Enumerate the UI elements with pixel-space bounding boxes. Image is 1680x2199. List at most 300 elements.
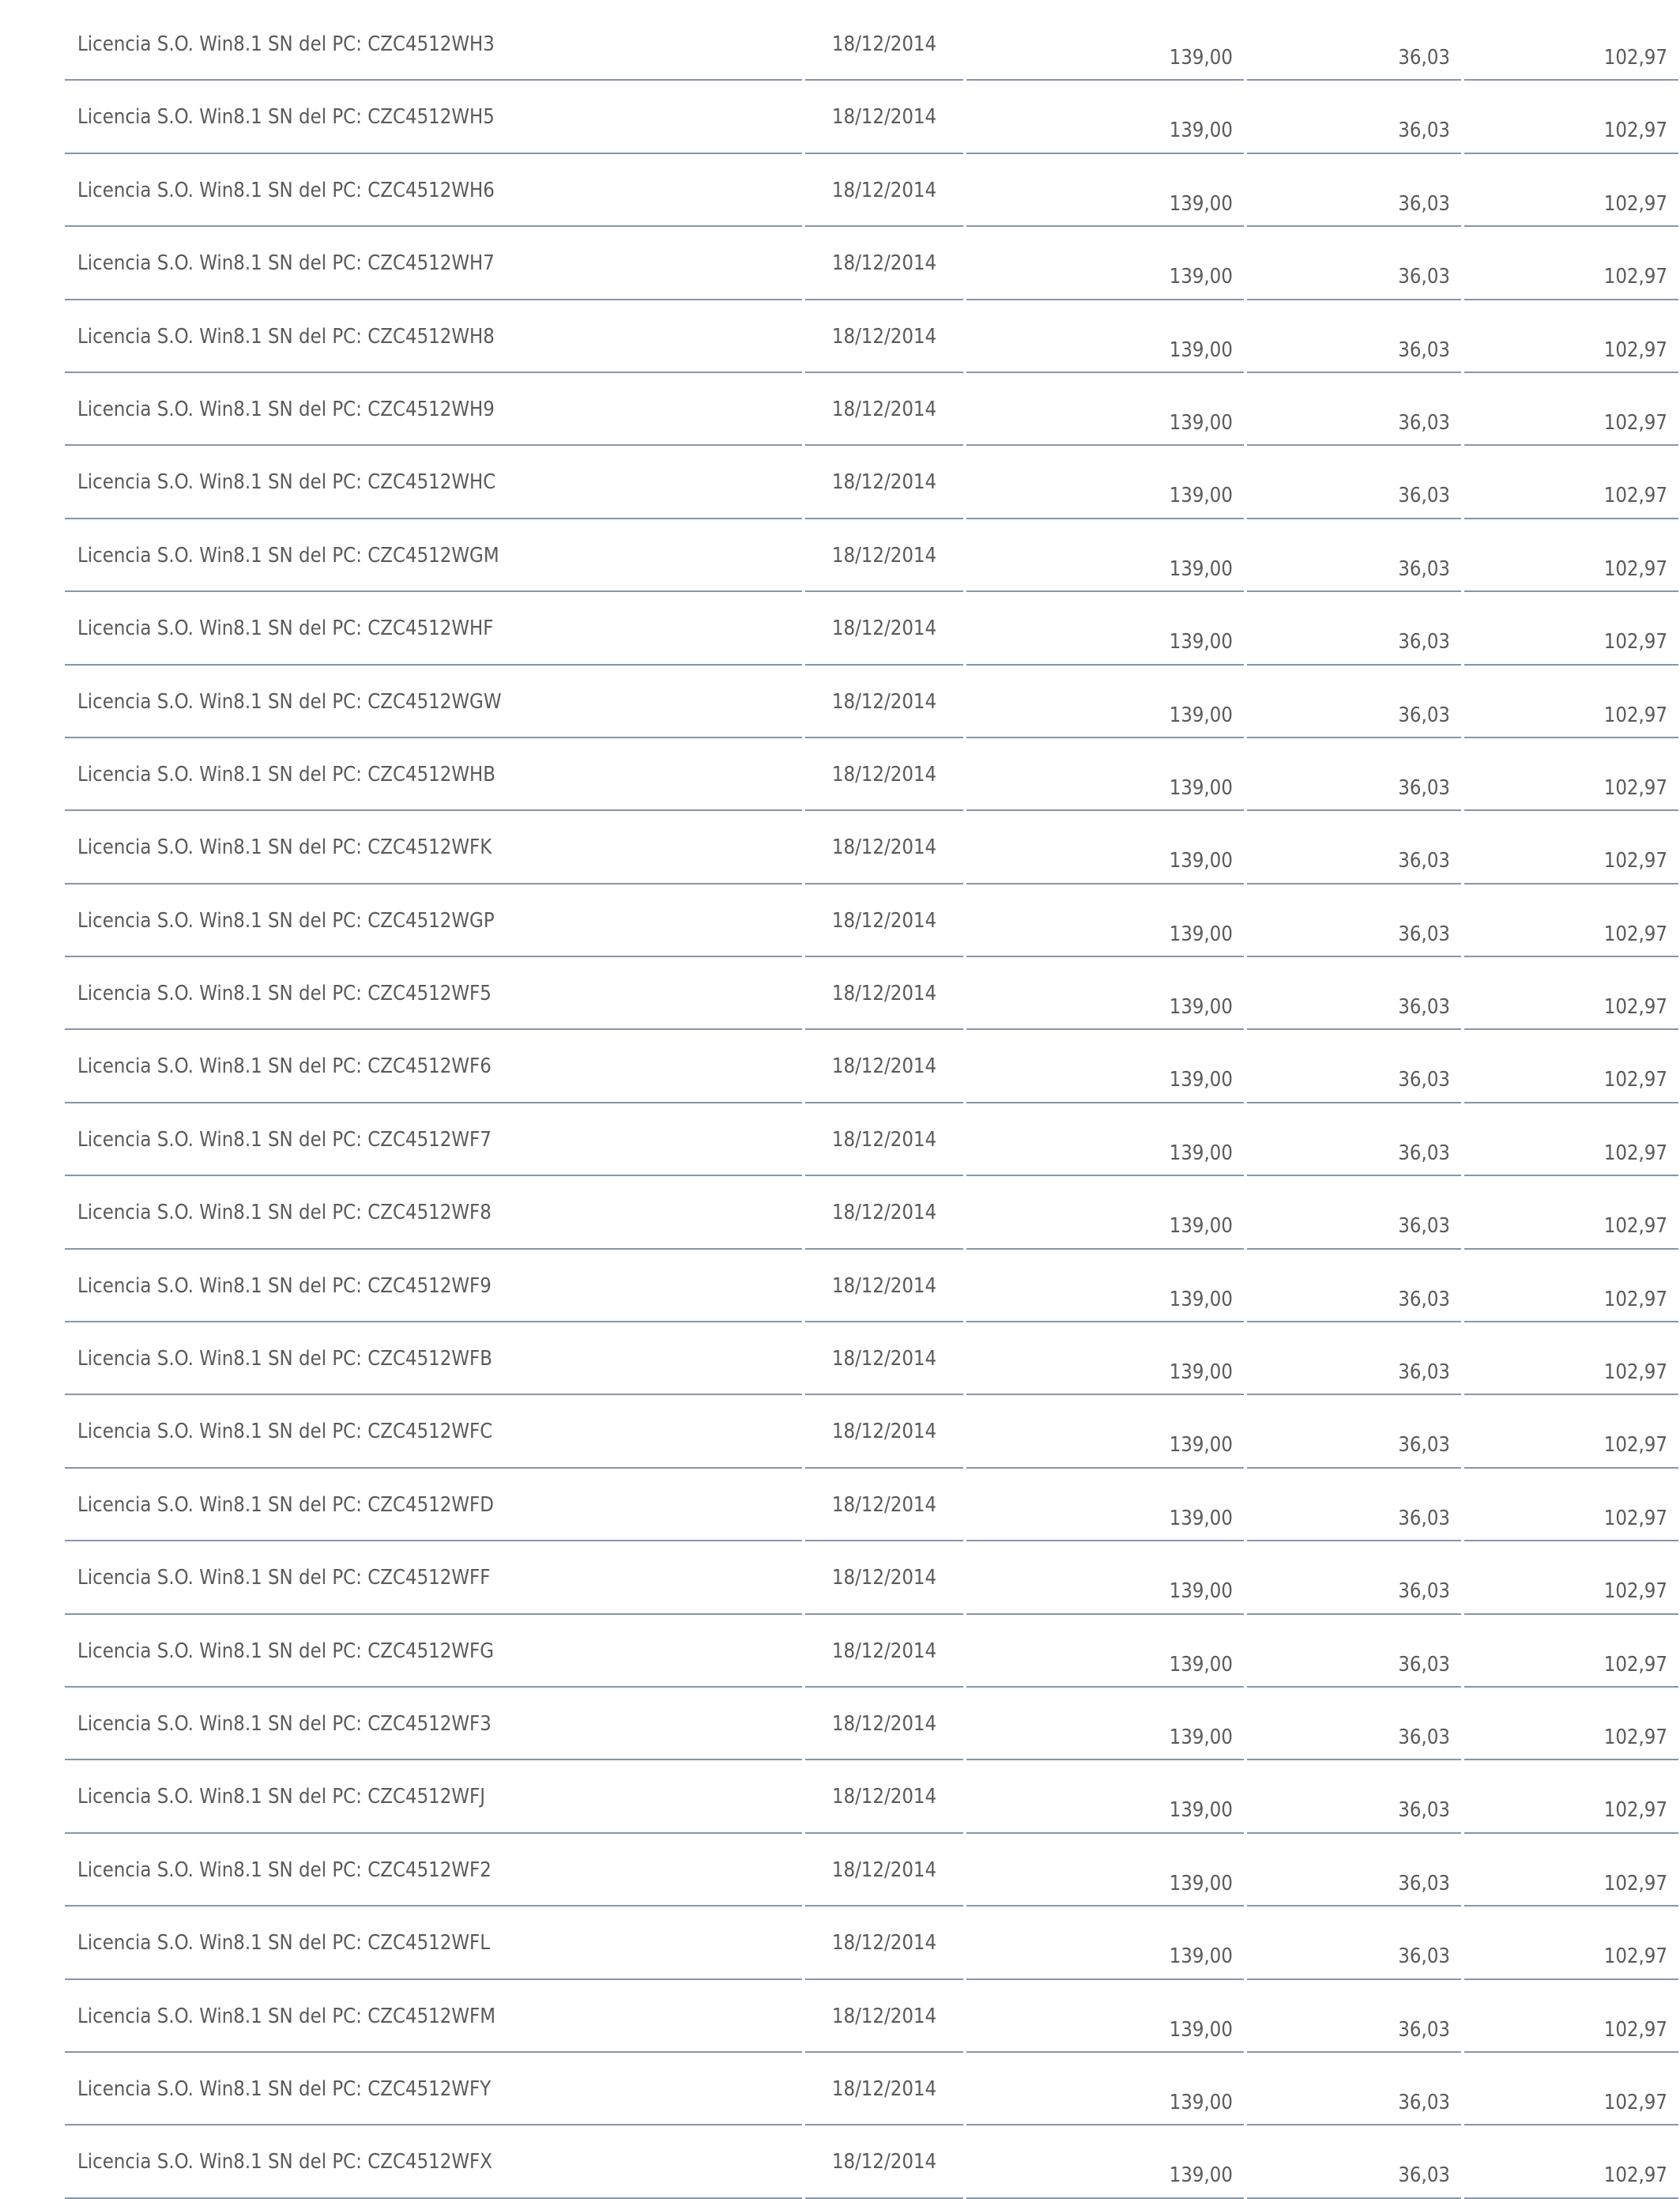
value1-cell [966,1250,1244,1322]
table-row [65,1176,1667,1249]
table-row [65,2053,1667,2125]
value3-text: 102,97 [1603,1287,1667,1311]
description-cell [65,1980,802,2053]
value1-cell [966,373,1244,446]
date-cell [805,1760,963,1833]
value1-text: 139,00 [1169,630,1233,654]
date-text: 18/12/2014 [831,1785,937,1809]
value2-text: 36,03 [1398,1652,1450,1677]
value3-cell [1464,300,1678,373]
value2-text: 36,03 [1398,338,1450,362]
value3-text: 102,97 [1603,2017,1667,2042]
value2-text: 36,03 [1398,46,1450,70]
description-cell [65,957,802,1030]
table-row [65,1250,1667,1322]
date-text: 18/12/2014 [831,835,937,860]
date-cell [805,1322,963,1395]
value1-cell [966,446,1244,519]
date-cell [805,2125,963,2198]
description-text: Licencia S.O. Win8.1 SN del PC: CZC4512WH5 [77,105,495,130]
value2-cell [1247,300,1461,373]
description-cell [65,1030,802,1103]
value1-text: 139,00 [1169,1068,1233,1092]
value1-cell [966,1176,1244,1249]
date-cell [805,1834,963,1907]
value1-text: 139,00 [1169,1871,1233,1895]
table-row [65,1541,1667,1614]
value2-text: 36,03 [1398,1287,1450,1311]
table-row [65,811,1667,884]
value1-cell [966,1541,1244,1614]
value1-text: 139,00 [1169,1287,1233,1311]
value3-cell [1464,957,1678,1030]
value3-cell [1464,373,1678,446]
description-text: Licencia S.O. Win8.1 SN del PC: CZC4512WFF [77,1566,491,1590]
date-text: 18/12/2014 [831,689,937,714]
value1-text: 139,00 [1169,1725,1233,1749]
value3-cell [1464,592,1678,665]
date-cell [805,957,963,1030]
value2-cell [1247,1907,1461,1979]
value3-text: 102,97 [1603,849,1667,873]
description-cell [65,1395,802,1468]
value1-text: 139,00 [1169,2163,1233,2188]
table-row [65,957,1667,1030]
date-cell [805,1103,963,1176]
date-cell [805,154,963,227]
value2-cell [1247,227,1461,300]
asset-table [65,8,1667,2199]
value2-text: 36,03 [1398,1214,1450,1239]
value3-text: 102,97 [1603,1871,1667,1895]
value2-cell [1247,1395,1461,1468]
date-cell [805,2053,963,2125]
value1-text: 139,00 [1169,1652,1233,1677]
table-row [65,1834,1667,1907]
date-text: 18/12/2014 [831,324,937,349]
value3-cell [1464,1834,1678,1907]
description-text: Licencia S.O. Win8.1 SN del PC: CZC4512WGM [77,543,499,568]
value2-cell [1247,1760,1461,1833]
value2-cell [1247,738,1461,811]
value2-cell [1247,8,1461,81]
description-cell [65,446,802,519]
table-row [65,1395,1667,1468]
table-row [65,2125,1667,2198]
description-cell [65,227,802,300]
description-text: Licencia S.O. Win8.1 SN del PC: CZC4512WFK [77,835,492,860]
value2-cell [1247,1688,1461,1760]
description-text: Licencia S.O. Win8.1 SN del PC: CZC4512WFC [77,1420,493,1444]
table-row [65,738,1667,811]
value2-text: 36,03 [1398,1944,1450,1969]
value1-cell [966,1834,1244,1907]
description-text: Licencia S.O. Win8.1 SN del PC: CZC4512WHB [77,762,496,786]
description-text: Licencia S.O. Win8.1 SN del PC: CZC4512WFD [77,1492,494,1517]
value2-cell [1247,446,1461,519]
table-row [65,1030,1667,1103]
value3-text: 102,97 [1603,1725,1667,1749]
date-text: 18/12/2014 [831,470,937,495]
date-text: 18/12/2014 [831,1054,937,1079]
value1-cell [966,1980,1244,2053]
description-cell [65,519,802,592]
value1-cell [966,1615,1244,1688]
value1-text: 139,00 [1169,922,1233,946]
value2-cell [1247,1176,1461,1249]
value3-text: 102,97 [1603,1798,1667,1823]
value2-cell [1247,519,1461,592]
value2-cell [1247,1980,1461,2053]
value2-text: 36,03 [1398,2090,1450,2114]
date-cell [805,1980,963,2053]
value2-text: 36,03 [1398,410,1450,435]
value1-text: 139,00 [1169,191,1233,216]
value1-cell [966,738,1244,811]
table-row [65,446,1667,519]
value3-text: 102,97 [1603,191,1667,216]
date-text: 18/12/2014 [831,178,937,202]
value2-cell [1247,373,1461,446]
value1-cell [966,8,1244,81]
value1-text: 139,00 [1169,1798,1233,1823]
value3-cell [1464,1615,1678,1688]
value1-cell [966,154,1244,227]
description-text: Licencia S.O. Win8.1 SN del PC: CZC4512WF9 [77,1273,492,1298]
description-cell [65,885,802,957]
value1-text: 139,00 [1169,1433,1233,1458]
value3-text: 102,97 [1603,1360,1667,1385]
value3-text: 102,97 [1603,2090,1667,2114]
description-text: Licencia S.O. Win8.1 SN del PC: CZC4512WFL [77,1931,491,1956]
date-text: 18/12/2014 [831,1420,937,1444]
description-cell [65,81,802,153]
value3-cell [1464,1322,1678,1395]
value1-text: 139,00 [1169,265,1233,289]
value2-cell [1247,666,1461,738]
description-text: Licencia S.O. Win8.1 SN del PC: CZC4512WF6 [77,1054,492,1079]
value3-cell [1464,1030,1678,1103]
value1-text: 139,00 [1169,46,1233,70]
description-cell [65,1322,802,1395]
value3-cell [1464,1907,1678,1979]
value3-text: 102,97 [1603,2163,1667,2188]
value2-text: 36,03 [1398,630,1450,654]
description-cell [65,1541,802,1614]
description-text: Licencia S.O. Win8.1 SN del PC: CZC4512WF7 [77,1127,492,1152]
date-text: 18/12/2014 [831,982,937,1006]
value1-cell [966,957,1244,1030]
value2-text: 36,03 [1398,849,1450,873]
table-row [65,519,1667,592]
value2-cell [1247,885,1461,957]
value1-text: 139,00 [1169,849,1233,873]
value2-cell [1247,1469,1461,1541]
value1-text: 139,00 [1169,1360,1233,1385]
value3-cell [1464,1541,1678,1614]
value2-text: 36,03 [1398,1360,1450,1385]
date-text: 18/12/2014 [831,1566,937,1590]
value1-text: 139,00 [1169,1214,1233,1239]
date-cell [805,885,963,957]
value3-cell [1464,1980,1678,2053]
description-cell [65,154,802,227]
value3-text: 102,97 [1603,410,1667,435]
date-cell [805,300,963,373]
table-row [65,1615,1667,1688]
value2-text: 36,03 [1398,995,1450,1020]
description-text: Licencia S.O. Win8.1 SN del PC: CZC4512WGP [77,908,495,933]
description-cell [65,1176,802,1249]
description-text: Licencia S.O. Win8.1 SN del PC: CZC4512WH7 [77,251,495,276]
description-text: Licencia S.O. Win8.1 SN del PC: CZC4512WHC [77,470,496,495]
description-cell [65,2053,802,2125]
value1-text: 139,00 [1169,703,1233,727]
date-text: 18/12/2014 [831,397,937,421]
value3-cell [1464,2125,1678,2198]
value1-text: 139,00 [1169,775,1233,800]
value3-text: 102,97 [1603,1506,1667,1530]
value2-cell [1247,154,1461,227]
date-text: 18/12/2014 [831,2076,937,2101]
description-cell [65,1760,802,1833]
description-text: Licencia S.O. Win8.1 SN del PC: CZC4512WF5 [77,982,492,1006]
table-row [65,1907,1667,1979]
description-text: Licencia S.O. Win8.1 SN del PC: CZC4512WHF [77,617,494,641]
value1-text: 139,00 [1169,119,1233,143]
value2-cell [1247,1541,1461,1614]
date-cell [805,1030,963,1103]
value1-text: 139,00 [1169,995,1233,1020]
date-cell [805,1176,963,1249]
description-cell [65,2125,802,2198]
value2-text: 36,03 [1398,922,1450,946]
description-text: Licencia S.O. Win8.1 SN del PC: CZC4512WFG [77,1639,495,1663]
value1-cell [966,1395,1244,1468]
value3-cell [1464,811,1678,884]
description-cell [65,592,802,665]
description-text: Licencia S.O. Win8.1 SN del PC: CZC4512WF2 [77,1858,492,1882]
value1-cell [966,519,1244,592]
value3-text: 102,97 [1603,1214,1667,1239]
value2-text: 36,03 [1398,1068,1450,1092]
value2-text: 36,03 [1398,1579,1450,1604]
value3-cell [1464,227,1678,300]
description-text: Licencia S.O. Win8.1 SN del PC: CZC4512WH3 [77,32,495,56]
table-row [65,885,1667,957]
value1-text: 139,00 [1169,556,1233,581]
value3-cell [1464,666,1678,738]
description-text: Licencia S.O. Win8.1 SN del PC: CZC4512WH9 [77,397,495,421]
value2-cell [1247,1834,1461,1907]
value2-cell [1247,811,1461,884]
date-text: 18/12/2014 [831,543,937,568]
value1-cell [966,666,1244,738]
description-cell [65,1907,802,1979]
date-text: 18/12/2014 [831,105,937,130]
value1-cell [966,1907,1244,1979]
value2-text: 36,03 [1398,484,1450,508]
date-cell [805,8,963,81]
value1-text: 139,00 [1169,484,1233,508]
value3-cell [1464,1688,1678,1760]
description-cell [65,1615,802,1688]
value1-text: 139,00 [1169,410,1233,435]
value1-cell [966,2125,1244,2198]
value3-cell [1464,1760,1678,1833]
value2-text: 36,03 [1398,556,1450,581]
value2-text: 36,03 [1398,775,1450,800]
value2-cell [1247,2125,1461,2198]
value1-cell [966,227,1244,300]
value2-text: 36,03 [1398,265,1450,289]
description-cell [65,666,802,738]
date-text: 18/12/2014 [831,32,937,56]
date-cell [805,373,963,446]
value2-cell [1247,81,1461,153]
date-cell [805,227,963,300]
value3-cell [1464,519,1678,592]
value2-text: 36,03 [1398,1798,1450,1823]
value2-cell [1247,1250,1461,1322]
value3-cell [1464,2053,1678,2125]
date-cell [805,738,963,811]
date-text: 18/12/2014 [831,1201,937,1225]
date-text: 18/12/2014 [831,2004,937,2028]
table-row [65,1980,1667,2053]
value1-cell [966,1760,1244,1833]
description-cell [65,373,802,446]
value2-cell [1247,1030,1461,1103]
value2-text: 36,03 [1398,2163,1450,2188]
value3-cell [1464,885,1678,957]
description-text: Licencia S.O. Win8.1 SN del PC: CZC4512WF8 [77,1201,492,1225]
table-row [65,1469,1667,1541]
table-row [65,227,1667,300]
value1-cell [966,1322,1244,1395]
value3-cell [1464,1469,1678,1541]
value1-cell [966,1688,1244,1760]
date-cell [805,1469,963,1541]
date-text: 18/12/2014 [831,251,937,276]
description-text: Licencia S.O. Win8.1 SN del PC: CZC4512WFB [77,1347,492,1371]
value3-text: 102,97 [1603,630,1667,654]
value3-cell [1464,446,1678,519]
date-text: 18/12/2014 [831,762,937,786]
value1-cell [966,885,1244,957]
value1-cell [966,1030,1244,1103]
value3-text: 102,97 [1603,1141,1667,1165]
value1-cell [966,1103,1244,1176]
description-text: Licencia S.O. Win8.1 SN del PC: CZC4512WFM [77,2004,496,2028]
date-text: 18/12/2014 [831,1711,937,1736]
date-cell [805,1395,963,1468]
value3-text: 102,97 [1603,484,1667,508]
value1-text: 139,00 [1169,2017,1233,2042]
date-cell [805,1541,963,1614]
description-cell [65,1688,802,1760]
date-text: 18/12/2014 [831,1273,937,1298]
table-row [65,1760,1667,1833]
value1-text: 139,00 [1169,1141,1233,1165]
date-cell [805,519,963,592]
value2-cell [1247,957,1461,1030]
description-cell [65,8,802,81]
value1-cell [966,1469,1244,1541]
description-text: Licencia S.O. Win8.1 SN del PC: CZC4512WH6 [77,178,495,202]
date-text: 18/12/2014 [831,1127,937,1152]
value3-cell [1464,154,1678,227]
value3-text: 102,97 [1603,1579,1667,1604]
value1-text: 139,00 [1169,338,1233,362]
description-cell [65,811,802,884]
value1-cell [966,81,1244,153]
value3-text: 102,97 [1603,338,1667,362]
value1-text: 139,00 [1169,1944,1233,1969]
date-cell [805,1907,963,1979]
value1-cell [966,2053,1244,2125]
value3-cell [1464,1176,1678,1249]
date-cell [805,666,963,738]
value3-text: 102,97 [1603,1652,1667,1677]
value3-text: 102,97 [1603,1944,1667,1969]
date-cell [805,811,963,884]
date-text: 18/12/2014 [831,617,937,641]
value2-text: 36,03 [1398,1433,1450,1458]
value3-text: 102,97 [1603,556,1667,581]
date-cell [805,81,963,153]
value2-text: 36,03 [1398,1141,1450,1165]
table-row [65,1103,1667,1176]
value1-text: 139,00 [1169,2090,1233,2114]
table-row [65,1322,1667,1395]
value3-text: 102,97 [1603,922,1667,946]
value2-text: 36,03 [1398,1506,1450,1530]
description-cell [65,738,802,811]
value2-text: 36,03 [1398,1725,1450,1749]
value3-text: 102,97 [1603,265,1667,289]
value3-text: 102,97 [1603,1068,1667,1092]
value3-cell [1464,1395,1678,1468]
value3-cell [1464,1250,1678,1322]
value1-cell [966,592,1244,665]
description-text: Licencia S.O. Win8.1 SN del PC: CZC4512WF3 [77,1711,492,1736]
table-row [65,81,1667,153]
date-text: 18/12/2014 [831,1347,937,1371]
table-row [65,300,1667,373]
value3-text: 102,97 [1603,995,1667,1020]
description-cell [65,1103,802,1176]
table-row [65,8,1667,81]
value3-cell [1464,1103,1678,1176]
value2-cell [1247,592,1461,665]
value2-text: 36,03 [1398,703,1450,727]
value1-cell [966,811,1244,884]
date-text: 18/12/2014 [831,1492,937,1517]
date-text: 18/12/2014 [831,908,937,933]
value2-cell [1247,2053,1461,2125]
value3-text: 102,97 [1603,119,1667,143]
value1-text: 139,00 [1169,1579,1233,1604]
table-row [65,1688,1667,1760]
value3-text: 102,97 [1603,1433,1667,1458]
value2-text: 36,03 [1398,1871,1450,1895]
date-cell [805,446,963,519]
date-text: 18/12/2014 [831,1858,937,1882]
value2-cell [1247,1615,1461,1688]
table-row [65,592,1667,665]
date-cell [805,592,963,665]
